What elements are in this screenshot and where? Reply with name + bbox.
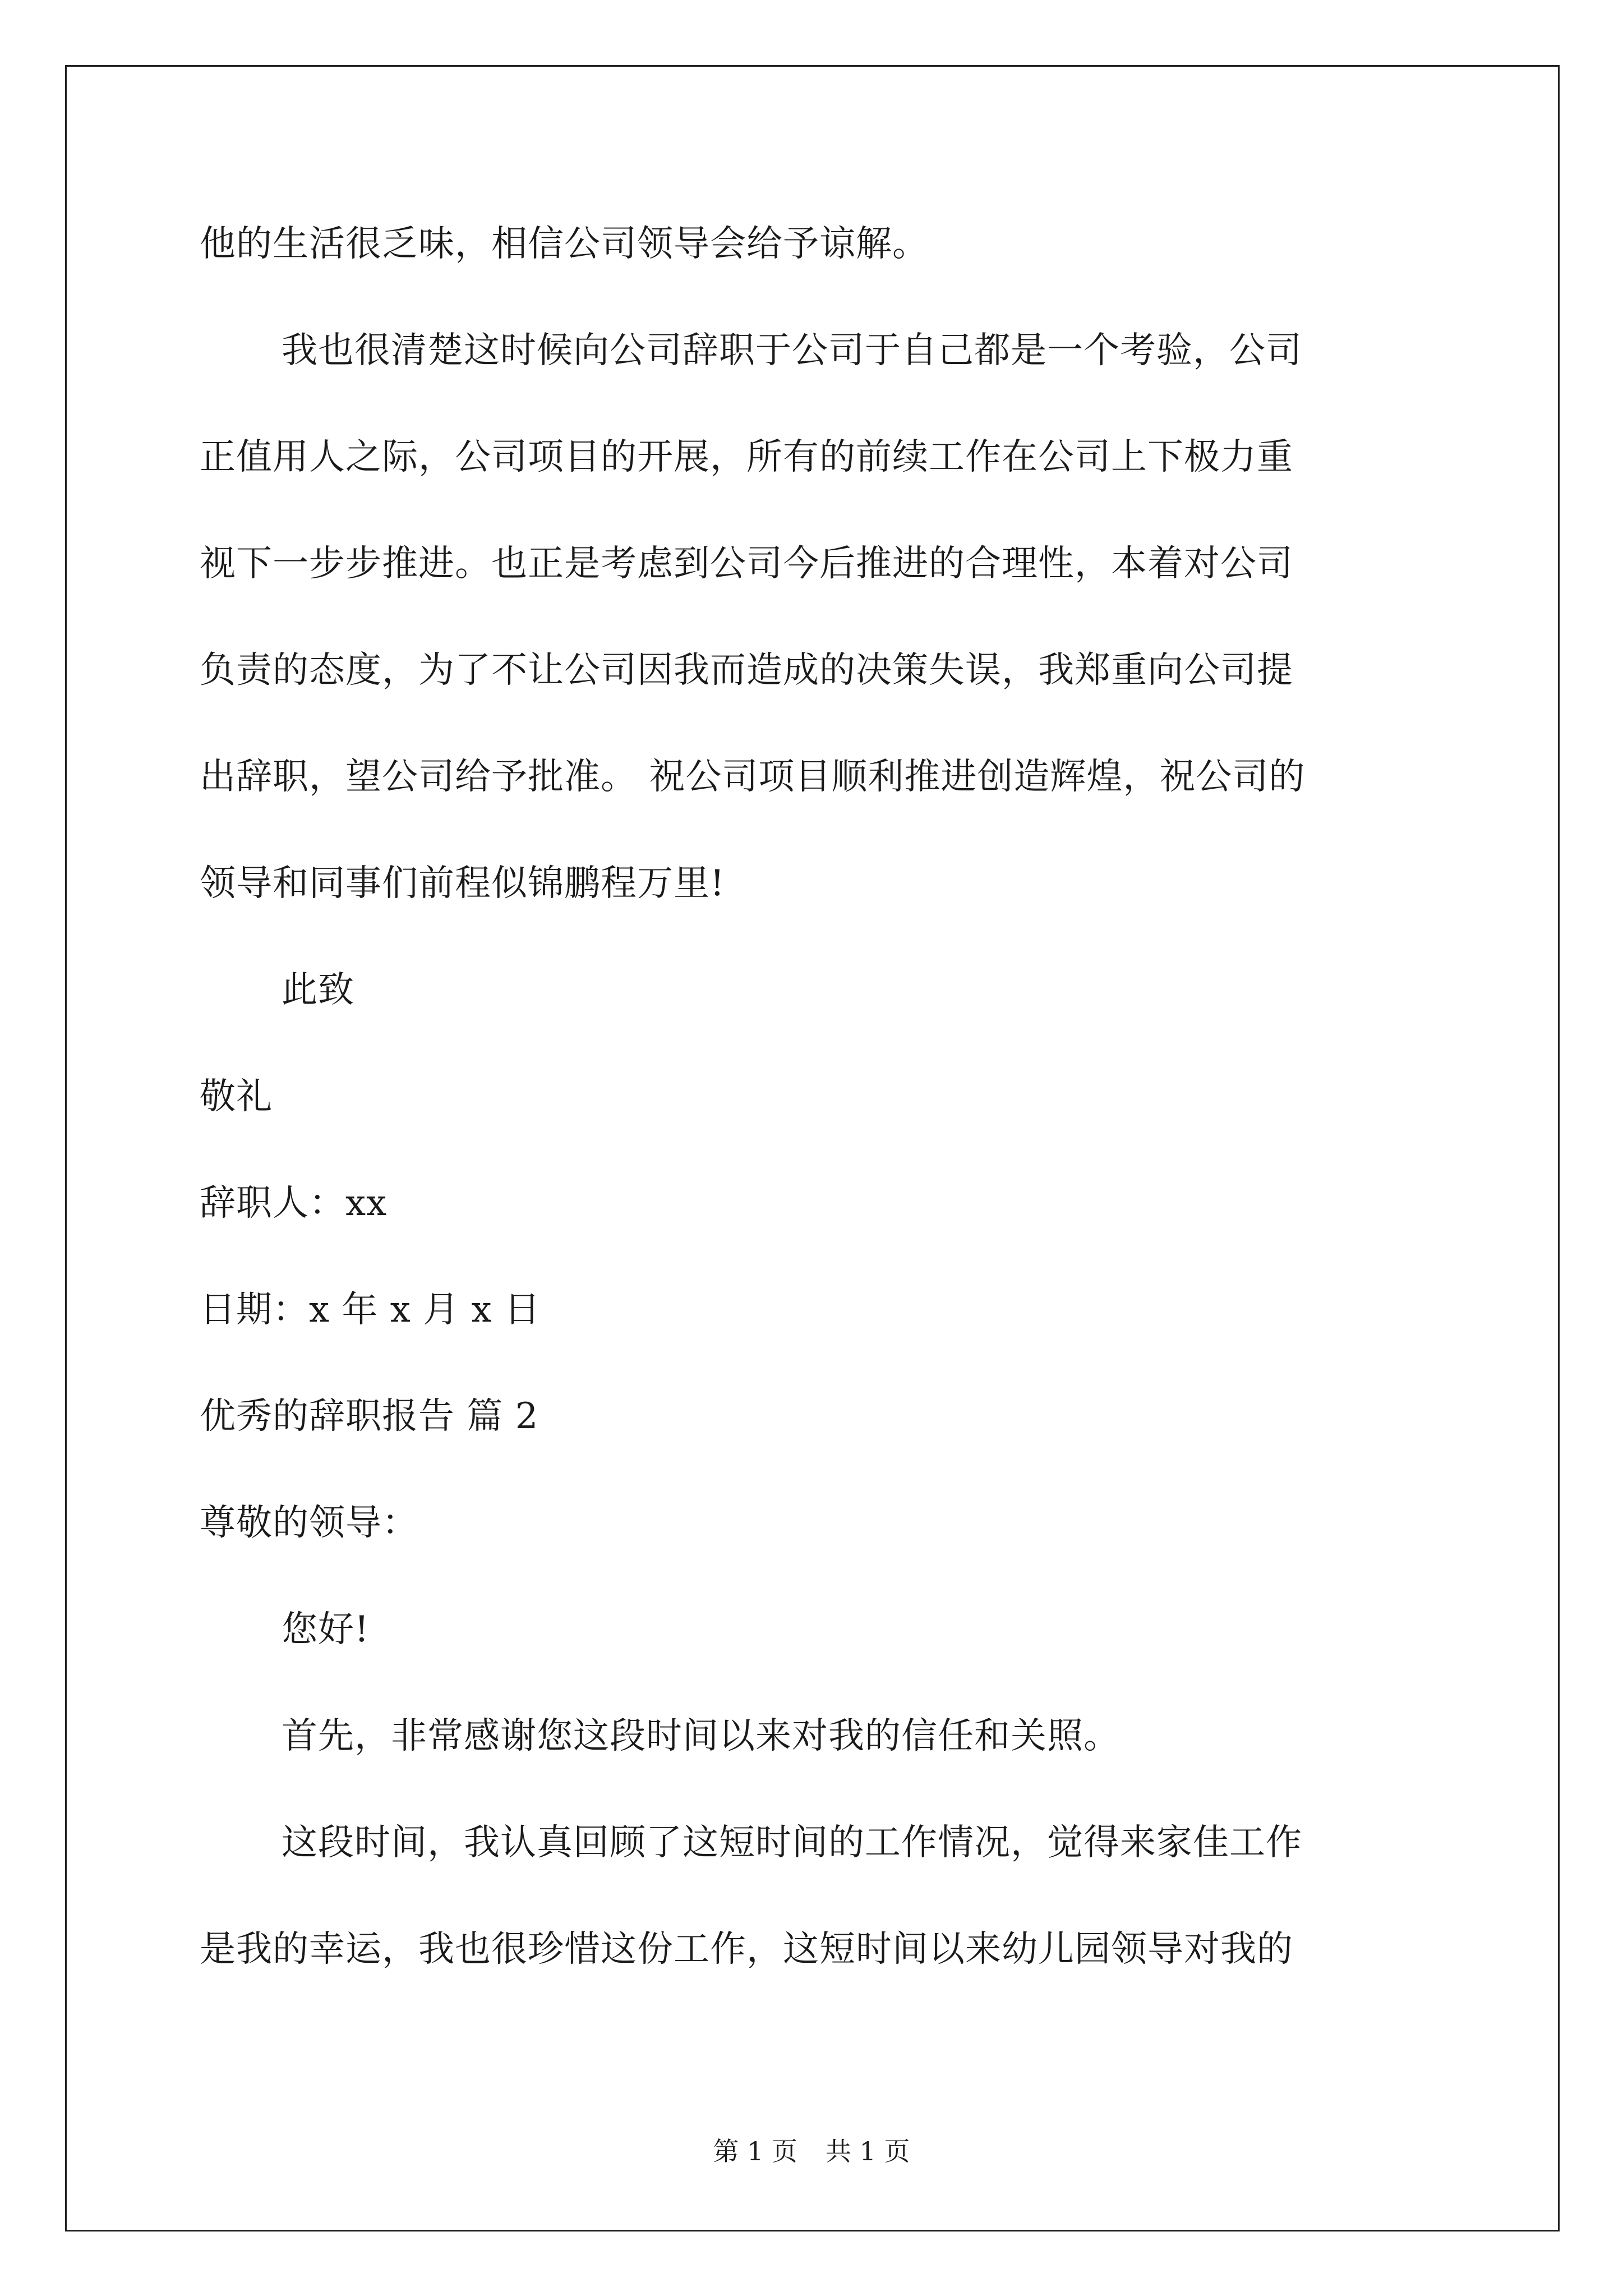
document-body <box>200 191 1433 2003</box>
closing-salutation: 此致 <box>282 969 354 1011</box>
page-total: 共 1 页 <box>826 2136 910 2166</box>
text-line: 领导和同事们前程似锦鹏程万里! <box>200 863 725 904</box>
text-line: 这段时间，我认真回顾了这短时间的工作情况，觉得来家佳工作 <box>282 1822 1302 1864</box>
text-line: 负责的态度，为了不让公司因我而造成的决策失误，我郑重向公司提 <box>200 650 1293 691</box>
text-line: 视下一步步推进。也正是考虑到公司今后推进的合理性，本着对公司 <box>200 543 1293 585</box>
text-line: 我也很清楚这时候向公司辞职于公司于自己都是一个考验，公司 <box>282 330 1302 371</box>
greeting-hello: 您好! <box>282 1609 370 1650</box>
section-heading: 优秀的辞职报告 篇 2 <box>200 1396 539 1437</box>
date-line: 日期：x 年 x 月 x 日 <box>200 1289 541 1331</box>
text-line: 首先，非常感谢您这段时间以来对我的信任和关照。 <box>282 1715 1120 1757</box>
page-footer <box>0 2134 1623 2168</box>
greeting: 尊敬的领导： <box>200 1502 418 1544</box>
text-line: 正值用人之际，公司项目的开展，所有的前续工作在公司上下极力重 <box>200 436 1293 478</box>
page-number: 第 1 页 <box>713 2136 797 2166</box>
text-line: 是我的幸运，我也很珍惜这份工作，这短时间以来幼儿园领导对我的 <box>200 1929 1293 1970</box>
text-line: 出辞职，望公司给予批准。 祝公司项目顺利推进创造辉煌，祝公司的 <box>200 756 1306 798</box>
closing-regards: 敬礼 <box>200 1076 273 1117</box>
signature-line: 辞职人：xx <box>200 1182 388 1224</box>
text-line: 他的生活很乏味，相信公司领导会给予谅解。 <box>200 223 929 265</box>
